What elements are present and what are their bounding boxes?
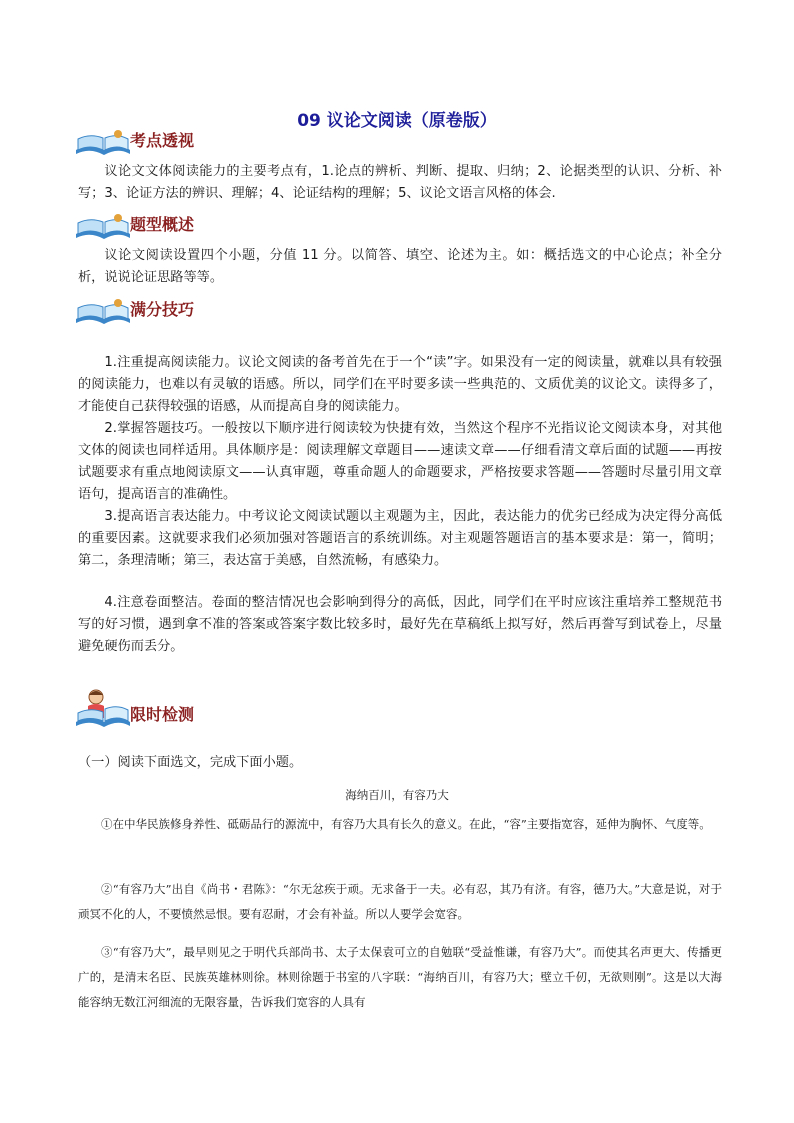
passage-paragraph-1: ①在中华民族修身养性、砥砺品行的源流中，有容乃大具有长久的意义。在此，“容”主要指宽容，延伸为胸怀、气度等。 xyxy=(101,817,711,831)
passage-paragraph-3: ③“有容乃大”，最早则见之于明代兵部尚书、太子太保袁可立的自勉联“受益惟谦，有容乃大”。而使其名声更大、传播更广的，是清末名臣、民族英雄林则徐。林则徐题于书室的八字联：“海纳百川，有容乃大；壁立千仞，无欲则刚”。这是以大海能容纳无数江河细流的无限容量，告诉我们宽容的人具有 xyxy=(78,945,722,1009)
manfen-item-4: 4.注意卷面整洁。卷面的整洁情况也会影响到得分的高低，因此，同学们在平时应该注重培养工整规范书写的好习惯，遇到拿不准的答案或答案字数比较多时，最好先在草稿纸上拟写好，然后再誊写到试卷上，尽量避免硬伤而丢分。 xyxy=(78,595,722,654)
book-reader-icon xyxy=(74,297,132,327)
kaodian-text: 议论文文体阅读能力的主要考点有，1.论点的辨析、判断、提取、归纳；2、论据类型的认识、分析、补写；3、论证方法的辨识、理解；4、论证结构的理解；5、议论文语言风格的体会. xyxy=(78,164,722,201)
tixing-text: 议论文阅读设置四个小题，分值 11 分。以简答、填空、论述为主。如：概括选文的中心论点；补全分析，说说论证思路等等。 xyxy=(78,248,722,285)
book-reader-icon xyxy=(74,212,132,242)
section-label: 满分技巧 xyxy=(130,300,195,319)
passage-paragraph-2: ②“有容乃大”出自《尚书・君陈》：“尔无忿疾于顽。无求备于一夫。必有忍，其乃有济。有容，德乃大。”大意是说，对于顽冥不化的人，不要愤然忌恨。要有忍耐，才会有补益。所以人要学会宽容。 xyxy=(78,882,722,921)
book-reader-icon xyxy=(74,128,132,158)
manfen-item-2: 2.掌握答题技巧。一般按以下顺序进行阅读较为快捷有效，当然这个程序不光指议论文阅读本身，对其他文体的阅读也同样适用。具体顺序是：阅读理解文章题目——速读文章——仔细看清文章后面的试题——再按试题要求有重点地阅读原文——认真审题，尊重命题人的命题要求，严格按要求答题——答题时尽量引用文章语句，提高语言的准确性。 xyxy=(78,421,722,502)
section-label: 考点透视 xyxy=(130,131,195,150)
teacher-reader-icon xyxy=(74,688,132,730)
manfen-item-1: 1.注重提高阅读能力。议论文阅读的备考首先在于一个“读”字。如果没有一定的阅读量，就难以具有较强的阅读能力，也难以有灵敏的语感。所以，同学们在平时要多读一些典范的、文质优美的议论文。读得多了，才能使自己获得较强的语感，从而提高自身的阅读能力。 xyxy=(78,355,722,414)
manfen-item-3: 3.提高语言表达能力。中考议论文阅读试题以主观题为主，因此，表达能力的优劣已经成为决定得分高低的重要因素。这就要求我们必须加强对答题语言的系统训练。对主观题答题语言的基本要求是：第一，简明；第二，条理清晰；第三，表达富于美感，自然流畅，有感染力。 xyxy=(78,509,722,568)
section-label: 题型概述 xyxy=(130,215,195,234)
question-intro: （一）阅读下面选文，完成下面小题。 xyxy=(78,755,303,770)
section-label: 限时检测 xyxy=(130,705,195,724)
page-title: 09 议论文阅读（原卷版） xyxy=(297,111,497,131)
passage-title: 海纳百川，有容乃大 xyxy=(345,788,449,802)
